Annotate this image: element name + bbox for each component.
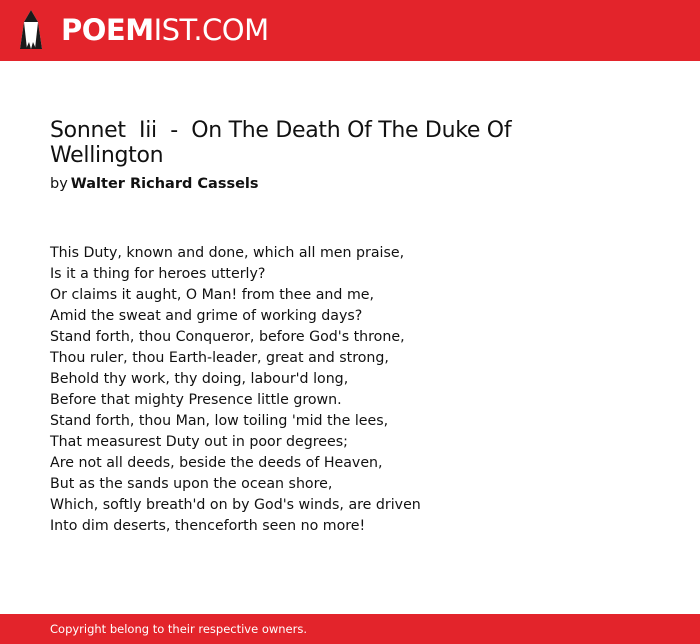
poem-line: Amid the sweat and grime of working days? [50, 308, 363, 324]
poem-byline [50, 174, 259, 194]
poem-line: Stand forth, thou Conqueror, before God's throne, [50, 329, 405, 345]
poem-line: This Duty, known and done, which all men praise, [50, 245, 405, 261]
poem-line: But as the sands upon the ocean shore, [50, 476, 333, 492]
poem-line: Stand forth, thou Man, low toiling 'mid the lees, [50, 413, 389, 429]
poem-line: Thou ruler, thou Earth-leader, great and strong, [50, 350, 389, 366]
poem-body [50, 243, 650, 537]
poem-line: That measurest Duty out in poor degrees; [50, 434, 348, 450]
poem-line: Into dim deserts, thenceforth seen no more! [50, 518, 366, 534]
poem-line: Are not all deeds, beside the deeds of Heaven, [50, 455, 383, 471]
site-footer [0, 614, 700, 644]
poem-line: Is it a thing for heroes utterly? [50, 266, 266, 282]
logo-text-light: IST.COM [153, 13, 269, 47]
copyright-text: Copyright belong to their respective owners. [50, 622, 308, 636]
poem-line: Which, softly breath'd on by God's winds, are driven [50, 497, 421, 513]
poem-line: Or claims it aught, O Man! from thee and me, [50, 287, 374, 303]
poem-line: Before that mighty Presence little grown. [50, 392, 342, 408]
pencil-tip-icon[interactable] [17, 9, 45, 51]
site-logo[interactable] [61, 13, 269, 47]
poem-line: Behold thy work, thy doing, labour'd long, [50, 371, 349, 387]
poem-author: Walter Richard Cassels [70, 176, 259, 192]
logo-text-bold: POEM [61, 13, 154, 47]
site-header [0, 0, 700, 61]
poem-title: Sonnet Iii - On The Death Of The Duke Of Wellington [50, 118, 518, 168]
by-label: by [50, 176, 68, 192]
